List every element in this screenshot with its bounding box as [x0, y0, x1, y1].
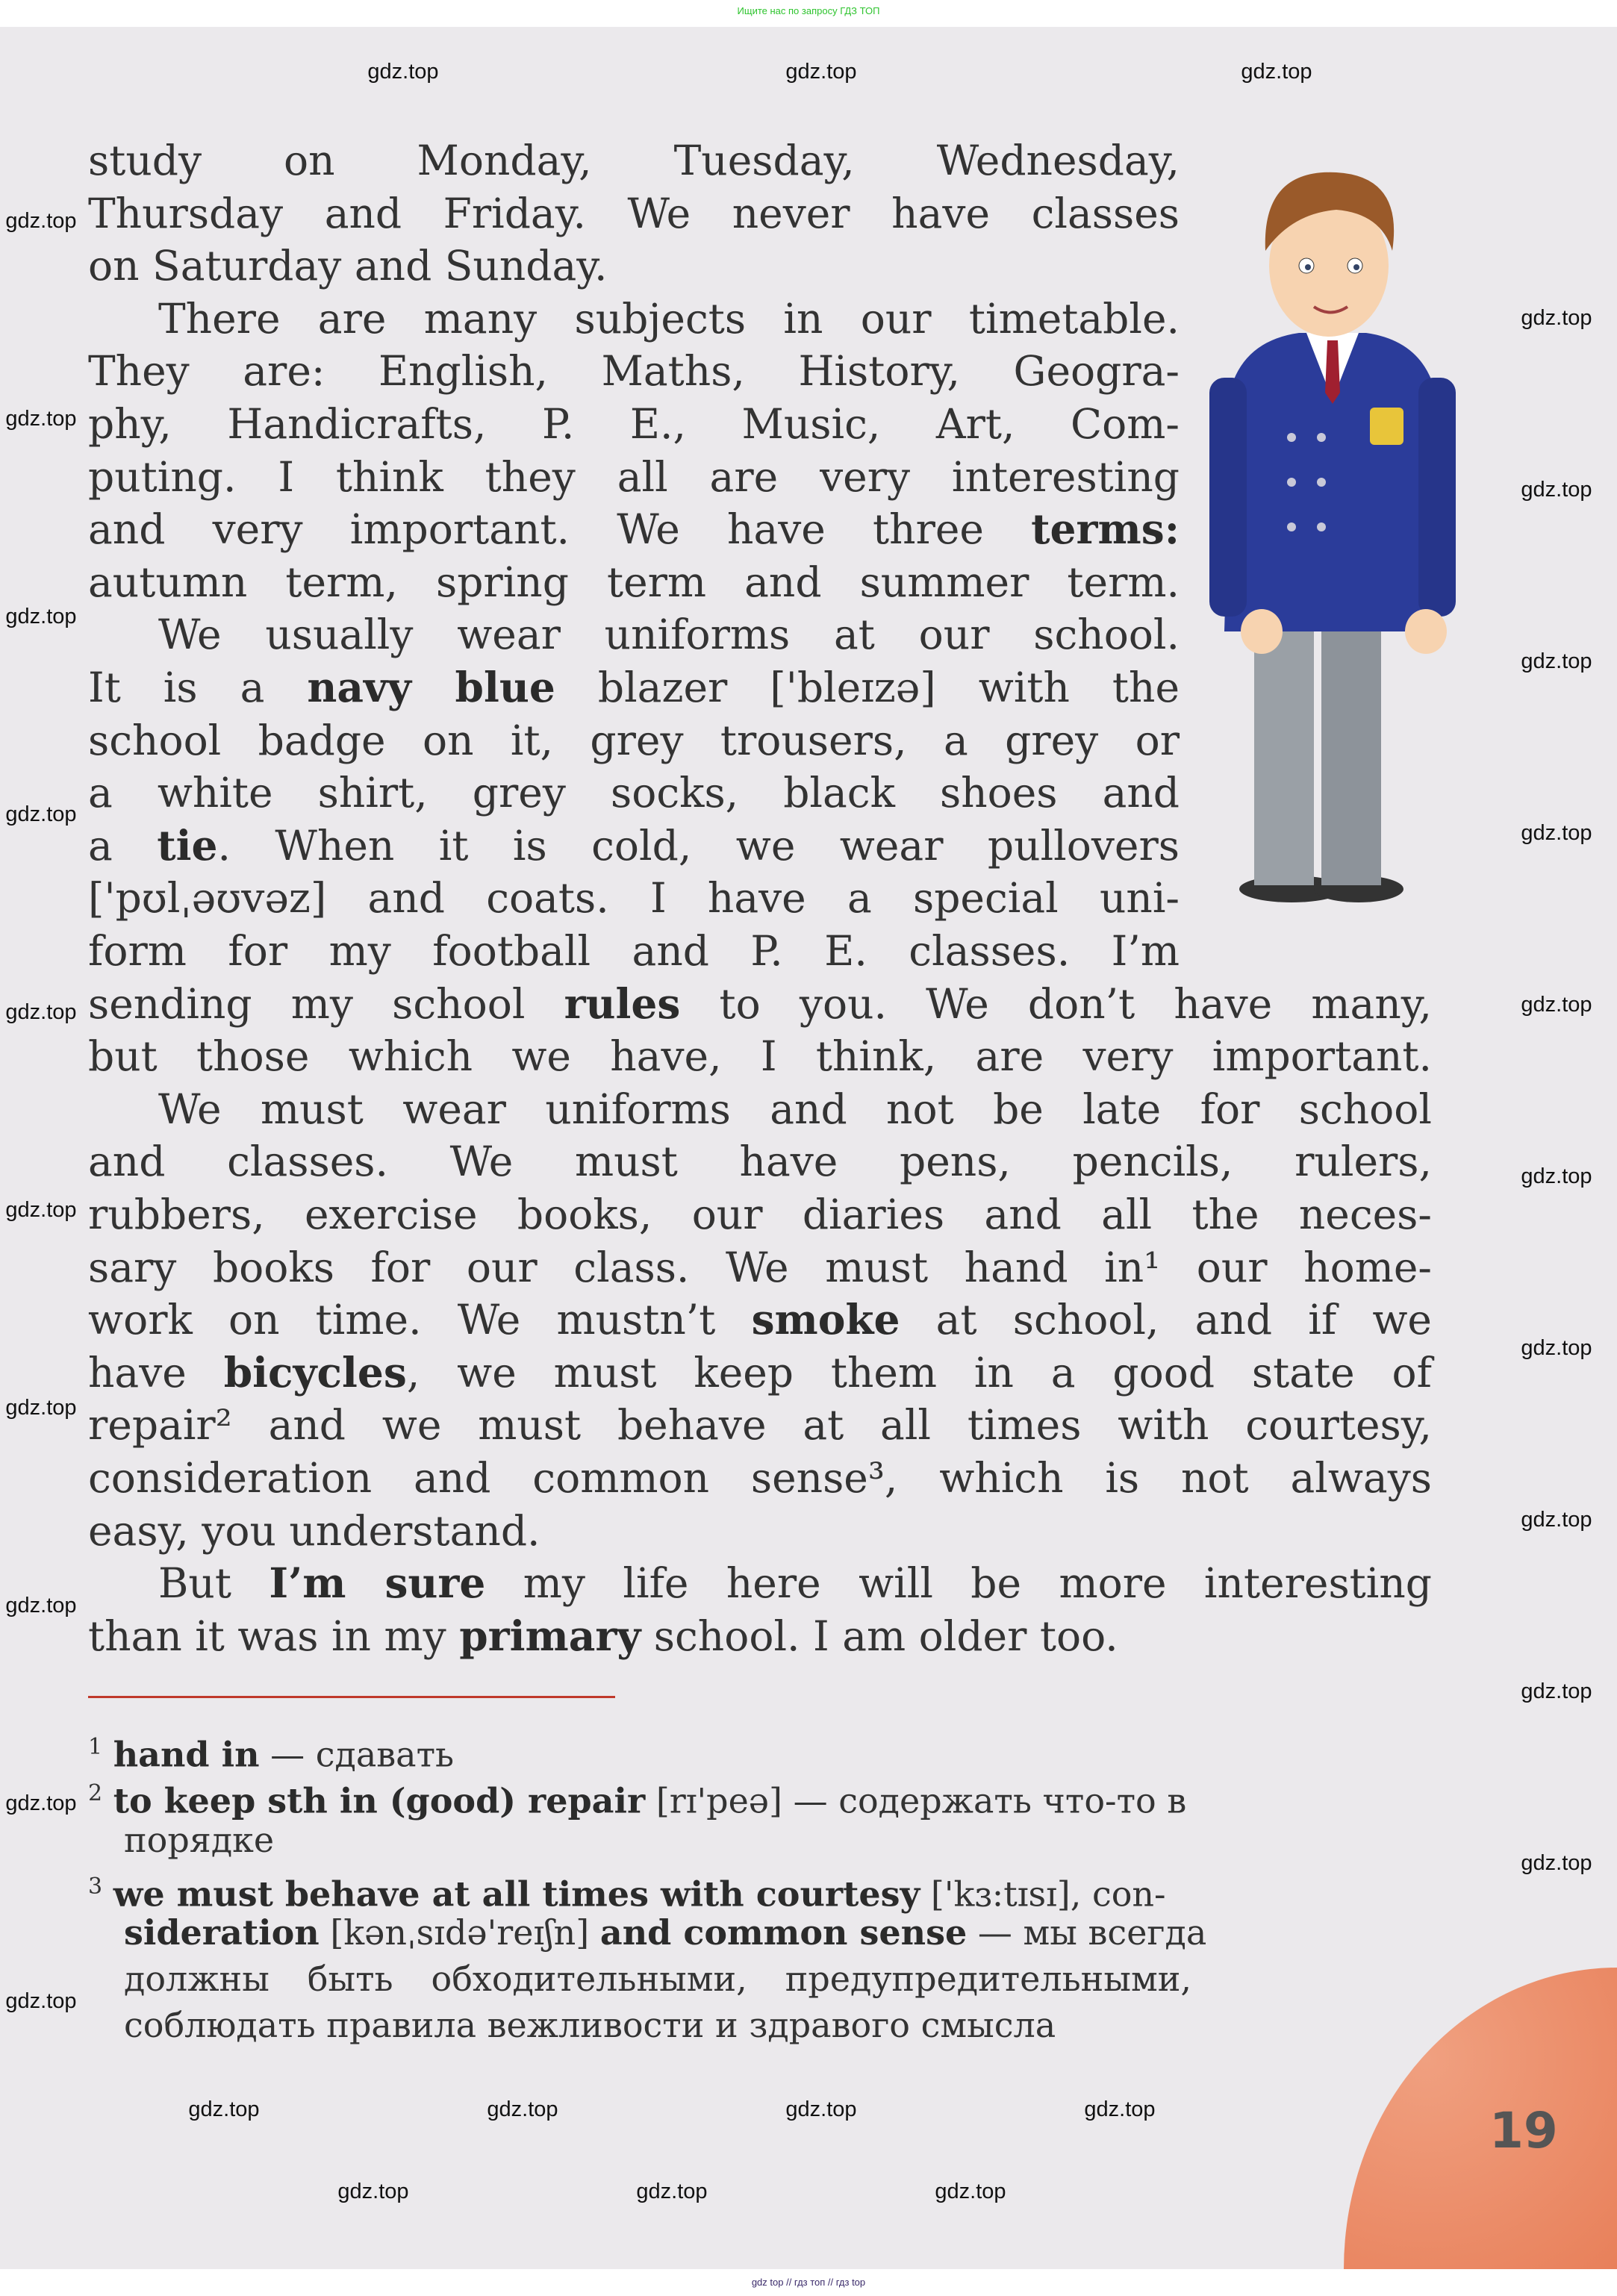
- text-segment: study on Monday, Tuesday, Wednesday,: [88, 137, 1180, 184]
- text-segment: than it was in my: [88, 1612, 460, 1660]
- footnote-3-line-3: должны быть обходительными, предупредительными,: [124, 1959, 1191, 1999]
- vocabulary-word: bicycles: [223, 1347, 407, 1397]
- footnote-translation: — сдавать: [259, 1734, 455, 1775]
- text-segment: consideration and common sense³, which is not always: [88, 1454, 1432, 1502]
- text-segment: school badge on it, grey trousers, a grey or: [88, 716, 1180, 764]
- body-line: [88, 345, 1180, 397]
- watermark: gdz.top: [188, 2097, 260, 2121]
- body-line: [88, 767, 1180, 819]
- vocabulary-word: terms:: [1031, 505, 1180, 554]
- watermark: gdz.top: [367, 60, 439, 84]
- watermark: gdz.top: [5, 1198, 77, 1222]
- text-segment: work on time. We mustn’t: [88, 1296, 752, 1344]
- top-banner: [0, 0, 1617, 27]
- body-line: [88, 1610, 1432, 1662]
- text-segment: and classes. We must have pens, pencils, rulers,: [88, 1138, 1432, 1186]
- watermark: gdz.top: [5, 1396, 77, 1420]
- watermark: gdz.top: [5, 407, 77, 431]
- body-line: [88, 1505, 1432, 1557]
- text-segment: on Saturday and Sunday.: [88, 242, 608, 290]
- watermark: gdz.top: [1521, 478, 1592, 502]
- text-segment: school. I am older too.: [641, 1612, 1118, 1660]
- body-line: [158, 1083, 1432, 1135]
- text-segment: to you. We don’t have many,: [680, 979, 1432, 1028]
- footnote-translation: ['kɜ:tɪsɪ], con-: [920, 1874, 1166, 1915]
- body-line: [88, 872, 1180, 924]
- watermark: gdz.top: [1521, 306, 1592, 330]
- page-corner-decoration: [1344, 1968, 1617, 2269]
- footnote-translation: — мы всегда: [967, 1912, 1207, 1953]
- footnote-transcription: [kənˌsɪdə'reɪʃn]: [319, 1912, 600, 1953]
- top-banner-text: Ищите нас по запросу ГДЗ ТОП: [737, 5, 880, 16]
- text-segment: but those which we have, I think, are very important.: [88, 1032, 1432, 1081]
- body-line: [88, 187, 1180, 240]
- bottom-banner: [0, 2269, 1617, 2296]
- vocabulary-word: primary: [459, 1611, 641, 1660]
- text-segment: a: [88, 821, 158, 870]
- footnote-divider: [88, 1696, 615, 1698]
- text-segment: puting. I think they all are very interesting: [88, 452, 1180, 501]
- body-line: [88, 1188, 1432, 1241]
- page-number: 19: [1489, 2102, 1558, 2159]
- watermark: gdz.top: [785, 60, 857, 84]
- text-segment: a white shirt, grey socks, black shoes and: [88, 769, 1180, 817]
- schoolboy-illustration: [1209, 154, 1456, 908]
- body-line: [88, 925, 1180, 977]
- body-line: [88, 240, 1180, 292]
- footnote-term: sideration: [124, 1912, 320, 1953]
- footnote-number: 3: [88, 1874, 103, 1900]
- textbook-page: [0, 27, 1617, 2269]
- body-line: [158, 293, 1180, 345]
- body-line: [88, 1347, 1432, 1399]
- body-line: [88, 661, 1180, 714]
- body-line: [88, 1135, 1432, 1188]
- watermark: gdz.top: [1521, 821, 1592, 845]
- vocabulary-word: smoke: [751, 1295, 900, 1344]
- footnote-3-line-2: [124, 1910, 1207, 1955]
- text-segment: form for my football and P. E. classes. I’m: [88, 927, 1180, 975]
- body-line: [88, 398, 1180, 450]
- body-line: [88, 978, 1432, 1030]
- text-segment: . When it is cold, we wear pullovers: [217, 821, 1180, 870]
- vocabulary-word: I’m sure: [269, 1559, 486, 1608]
- watermark: gdz.top: [1521, 993, 1592, 1017]
- vocabulary-word: navy blue: [307, 663, 555, 711]
- text-segment: and very important. We have three: [88, 505, 1032, 554]
- text-segment: But: [158, 1559, 270, 1608]
- footnote-2: [88, 1771, 1186, 1823]
- footnote-term: hand in: [113, 1734, 260, 1775]
- watermark: gdz.top: [1084, 2097, 1156, 2121]
- footnote-number: 1: [88, 1734, 103, 1760]
- text-segment: easy, you understand.: [88, 1506, 540, 1555]
- watermark: gdz.top: [5, 1989, 77, 2013]
- text-segment: We usually wear uniforms at our school.: [158, 611, 1180, 659]
- text-segment: have: [88, 1348, 224, 1397]
- watermark: gdz.top: [1521, 1164, 1592, 1188]
- body-line: [88, 1030, 1432, 1082]
- watermark: gdz.top: [1521, 1679, 1592, 1703]
- body-line: [88, 556, 1180, 608]
- watermark: gdz.top: [5, 605, 77, 628]
- text-segment: at school, and if we: [900, 1296, 1432, 1344]
- footnote-2-continued: порядке: [124, 1820, 275, 1860]
- body-line: [88, 1452, 1432, 1504]
- text-segment: , we must keep them in a good state of: [406, 1348, 1432, 1397]
- body-line: [88, 820, 1180, 872]
- watermark: gdz.top: [935, 2180, 1006, 2203]
- footnote-1: [88, 1725, 454, 1776]
- text-segment: They are: English, Maths, History, Geogra-: [88, 347, 1180, 396]
- body-line: [88, 503, 1180, 555]
- watermark: gdz.top: [1521, 1508, 1592, 1532]
- footnote-term: and common sense: [599, 1912, 968, 1953]
- footnote-3: [88, 1865, 1166, 1916]
- bottom-banner-text: gdz top // гдз топ // гдз top: [751, 2277, 866, 2288]
- text-segment: sending my school: [88, 979, 564, 1028]
- text-segment: It is a: [88, 664, 308, 711]
- footnote-term: we must behave at all times with courtesy: [113, 1874, 920, 1915]
- body-line: [88, 451, 1180, 503]
- text-segment: There are many subjects in our timetable.: [158, 294, 1180, 343]
- text-segment: Thursday and Friday. We never have classes: [88, 189, 1180, 237]
- watermark: gdz.top: [1241, 60, 1312, 84]
- watermark: gdz.top: [487, 2097, 558, 2121]
- text-segment: my life here will be more interesting: [485, 1559, 1432, 1608]
- watermark: gdz.top: [5, 1594, 77, 1618]
- watermark: gdz.top: [5, 1791, 77, 1815]
- body-line: [158, 608, 1180, 661]
- body-line: [88, 1241, 1432, 1294]
- watermark: gdz.top: [636, 2180, 708, 2203]
- vocabulary-word: rules: [564, 979, 681, 1028]
- body-line: [88, 714, 1180, 767]
- text-segment: sary books for our class. We must hand in¹ our home-: [88, 1243, 1432, 1291]
- text-segment: autumn term, spring term and summer term.: [88, 558, 1180, 606]
- vocabulary-word: tie: [157, 820, 218, 870]
- text-segment: repair² and we must behave at all times with courtesy,: [88, 1401, 1432, 1450]
- watermark: gdz.top: [5, 209, 77, 233]
- footnote-translation: [rɪ'peə] — содержать что-то в: [645, 1780, 1187, 1821]
- watermark: gdz.top: [1521, 1336, 1592, 1360]
- watermark: gdz.top: [1521, 1851, 1592, 1875]
- watermark: gdz.top: [785, 2097, 857, 2121]
- body-line: [88, 134, 1180, 187]
- watermark: gdz.top: [1521, 649, 1592, 673]
- watermark: gdz.top: [337, 2180, 409, 2203]
- watermark: gdz.top: [5, 802, 77, 826]
- text-segment: blazer ['bleɪzə] with the: [555, 664, 1180, 711]
- footnote-3-line-4: соблюдать правила вежливости и здравого смысла: [124, 2005, 1056, 2045]
- watermark: gdz.top: [5, 1000, 77, 1024]
- body-line: [158, 1557, 1432, 1609]
- footnote-number: 2: [88, 1780, 103, 1806]
- text-segment: ['pʊlˌəʊvəz] and coats. I have a special uni-: [88, 874, 1180, 923]
- text-segment: We must wear uniforms and not be late for school: [158, 1085, 1432, 1133]
- body-line: [88, 1399, 1432, 1451]
- footnote-term: to keep sth in (good) repair: [113, 1780, 646, 1821]
- text-segment: rubbers, exercise books, our diaries and all the neces-: [88, 1191, 1432, 1238]
- text-segment: phy, Handicrafts, P. E., Music, Art, Com-: [88, 400, 1180, 448]
- body-line: [88, 1294, 1432, 1346]
